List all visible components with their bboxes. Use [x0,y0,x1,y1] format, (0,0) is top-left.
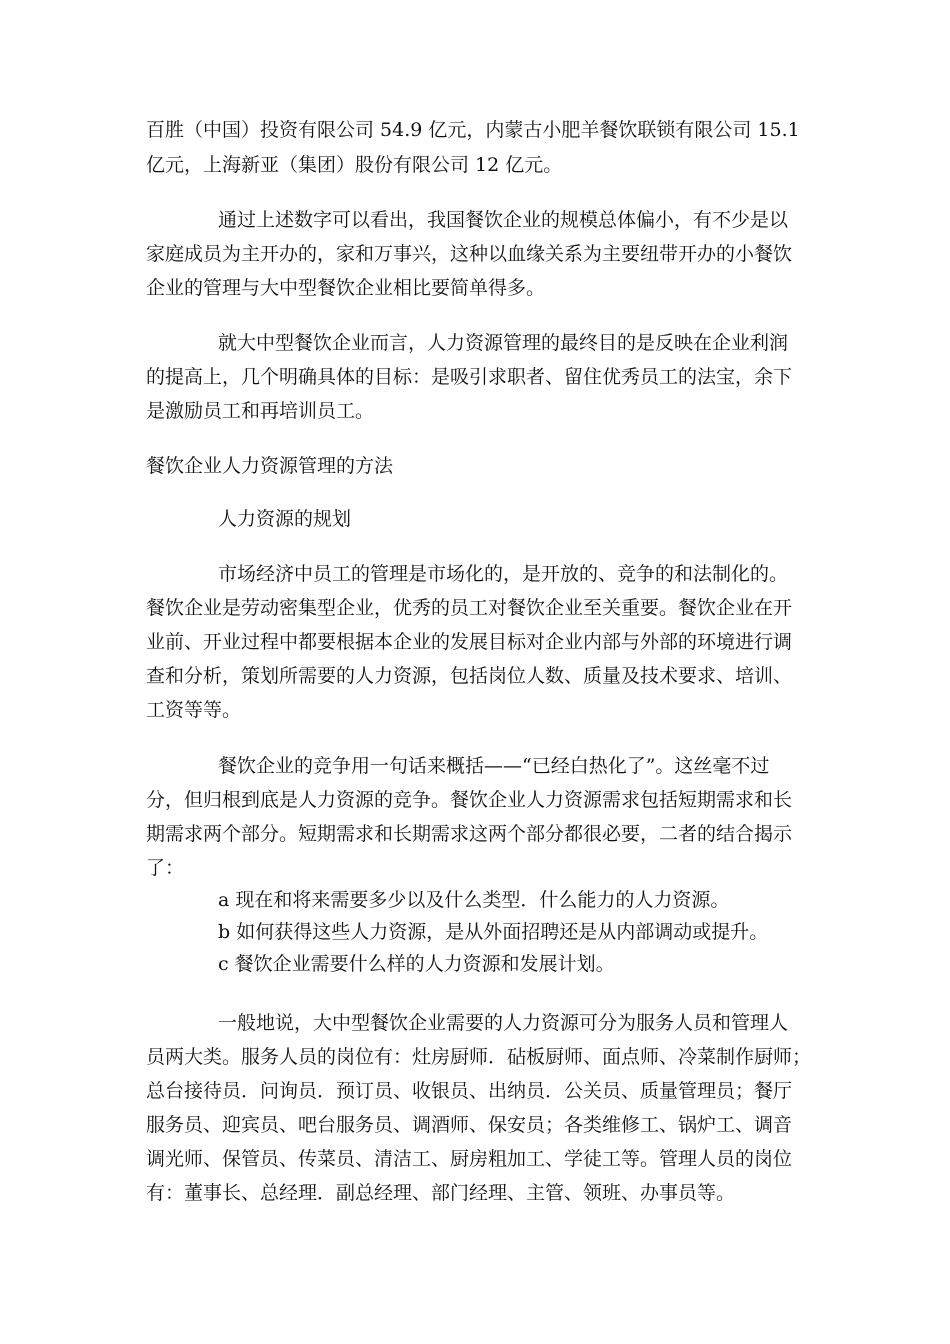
text-line: 有：董事长、总经理．副总经理、部门经理、主管、领班、办事员等。 [146,1182,736,1204]
list-item: c 餐饮企业需要什么样的人力资源和发展计划。 [218,953,615,975]
text-line: 百胜（中国）投资有限公司 54.9 亿元，内蒙古小肥羊餐饮联锁有限公司 15.1 [146,119,800,141]
text-line: 就大中型餐饮企业而言，人力资源管理的最终目的是反映在企业利润 [218,332,789,354]
text-line: 业前、开业过程中都要根据本企业的发展目标对企业内部与外部的环境进行调 [146,631,793,653]
text-line: 期需求两个部分。短期需求和长期需求这两个部分都很必要，二者的结合揭示 [146,823,793,845]
text-line: 分，但归根到底是人力资源的竞争。餐饮企业人力资源需求包括短期需求和长 [146,789,793,811]
text-line: 餐饮企业是劳动密集型企业，优秀的员工对餐饮企业至关重要。餐饮企业在开 [146,597,793,619]
list-item: b 如何获得这些人力资源，是从外面招聘还是从内部调动或提升。 [218,921,769,943]
text-line: 通过上述数字可以看出，我国餐饮企业的规模总体偏小，有不少是以 [218,209,789,231]
text-line: 工资等等。 [146,699,242,721]
text-line: 总台接待员．问询员．预订员、收银员、出纳员．公关员、质量管理员；餐厅 [146,1080,793,1102]
text-line: 家庭成员为主开办的，家和万事兴，这种以血缘关系为主要纽带开办的小餐饮 [146,243,793,265]
section-heading: 餐饮企业人力资源管理的方法 [146,455,394,477]
text-line: 了： [146,857,185,879]
text-line: 服务员、迎宾员、吧台服务员、调酒师、保安员；各类维修工、锅炉工、调音 [146,1114,793,1136]
text-line: 是激励员工和再培训员工。 [146,400,375,422]
text-line: 一般地说，大中型餐饮企业需要的人力资源可分为服务人员和管理人 [218,1012,789,1034]
list-item: a 现在和将来需要多少以及什么类型．什么能力的人力资源。 [218,889,730,911]
text-line: 查和分析，策划所需要的人力资源，包括岗位人数、质量及技术要求、培训、 [146,665,793,687]
text-line: 餐饮企业的竞争用一句话来概括——“已经白热化了”。这丝毫不过 [218,755,770,777]
text-line: 员两大类。服务人员的岗位有：灶房厨师．砧板厨师、面点师、冷菜制作厨师； [146,1046,812,1068]
text-line: 市场经济中员工的管理是市场化的，是开放的、竞争的和法制化的。 [218,563,789,585]
text-line: 的提高上，几个明确具体的目标：是吸引求职者、留住优秀员工的法宝，余下 [146,366,793,388]
subsection-heading: 人力资源的规划 [218,508,352,530]
text-line: 调光师、保管员、传菜员、清洁工、厨房粗加工、学徒工等。管理人员的岗位 [146,1148,793,1170]
text-line: 企业的管理与大中型餐饮企业相比要简单得多。 [146,277,546,299]
text-line: 亿元，上海新亚（集团）股份有限公司 12 亿元。 [146,154,563,176]
